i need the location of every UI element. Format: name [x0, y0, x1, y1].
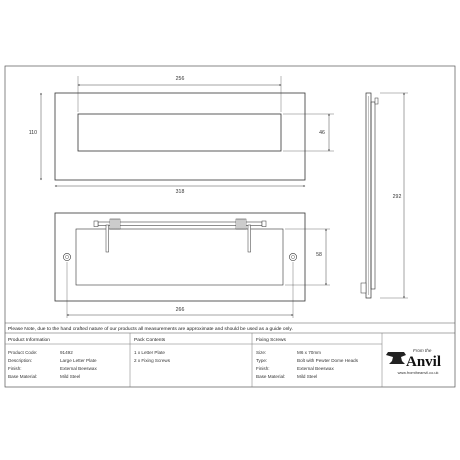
front-plate-outline [55, 93, 305, 180]
front-slot-outline [78, 114, 281, 151]
pack-item-1: 1 x Letter Plate [134, 350, 165, 355]
side-hinge-pin [375, 98, 378, 104]
brand-logo [386, 348, 441, 375]
spring-right [236, 219, 246, 229]
aperture-height-label: 58 [316, 252, 322, 258]
screw-type-label: Type: [256, 358, 268, 363]
brand-name: Anvil [406, 354, 442, 370]
hinge-bar-end-left [94, 221, 98, 227]
side-fixing-stud [361, 283, 366, 293]
product-info-header: Product Information [8, 338, 50, 343]
hinge-bar-end-right [262, 221, 266, 227]
slot-width-label: 256 [175, 76, 185, 82]
finish-label: Finish: [8, 366, 22, 371]
screw-size-label: Size: [256, 350, 267, 355]
spring-left [110, 219, 120, 229]
pack-contents-table [134, 337, 171, 363]
screw-finish-value: External Beeswax [297, 366, 334, 371]
fixing-screws-table [256, 337, 359, 379]
pack-item-2: 2 x Fixing Screws [134, 358, 170, 363]
screw-finish-label: Finish: [256, 366, 270, 371]
brand-from-the: From the [413, 348, 432, 353]
fixing-hole-left-inner [65, 255, 68, 258]
front-height-label: 110 [28, 130, 37, 136]
spring-leg-left [106, 225, 109, 252]
front-view [29, 76, 334, 195]
back-plate-outline [55, 213, 305, 301]
fixing-screws-header: Fixing Screws [256, 338, 286, 343]
measurement-note: Please Note, due to the hand crafted nature of our products all measurements are approximate and should be used as a guide only. [8, 327, 293, 332]
side-flap-outline [371, 102, 375, 289]
screw-size-value: M6 x 70mm [297, 350, 321, 355]
anvil-icon [386, 352, 406, 364]
finish-value: External Beeswax [60, 366, 97, 371]
description-value: Large Letter Plate [60, 358, 97, 363]
fixing-centres-label: 266 [175, 307, 185, 313]
base-material-label: Base Material: [8, 374, 38, 379]
screw-type-value: Bolt with Pewter Dome Heads [297, 358, 359, 363]
side-overall-label: 292 [392, 194, 402, 200]
fixing-hole-right-inner [291, 255, 294, 258]
fixing-hole-right [289, 253, 296, 260]
spring-leg-right [248, 225, 251, 252]
product-code-value: 91492 [60, 350, 73, 355]
product-info-table [8, 337, 97, 379]
front-width-label: 318 [175, 189, 185, 195]
screw-material-value: Mild Steel [297, 374, 318, 379]
description-label: Description: [8, 358, 33, 363]
product-code-label: Product Code: [8, 350, 38, 355]
fixing-hole-left [63, 253, 70, 260]
slot-height-label: 46 [319, 130, 325, 136]
base-material-value: Mild Steel [60, 374, 81, 379]
brand-url: www.fromtheanvil.co.uk [397, 370, 439, 375]
side-view [361, 93, 408, 298]
back-view [55, 213, 330, 318]
pack-contents-header: Pack Contents [134, 338, 166, 343]
screw-material-label: Base Material: [256, 374, 286, 379]
